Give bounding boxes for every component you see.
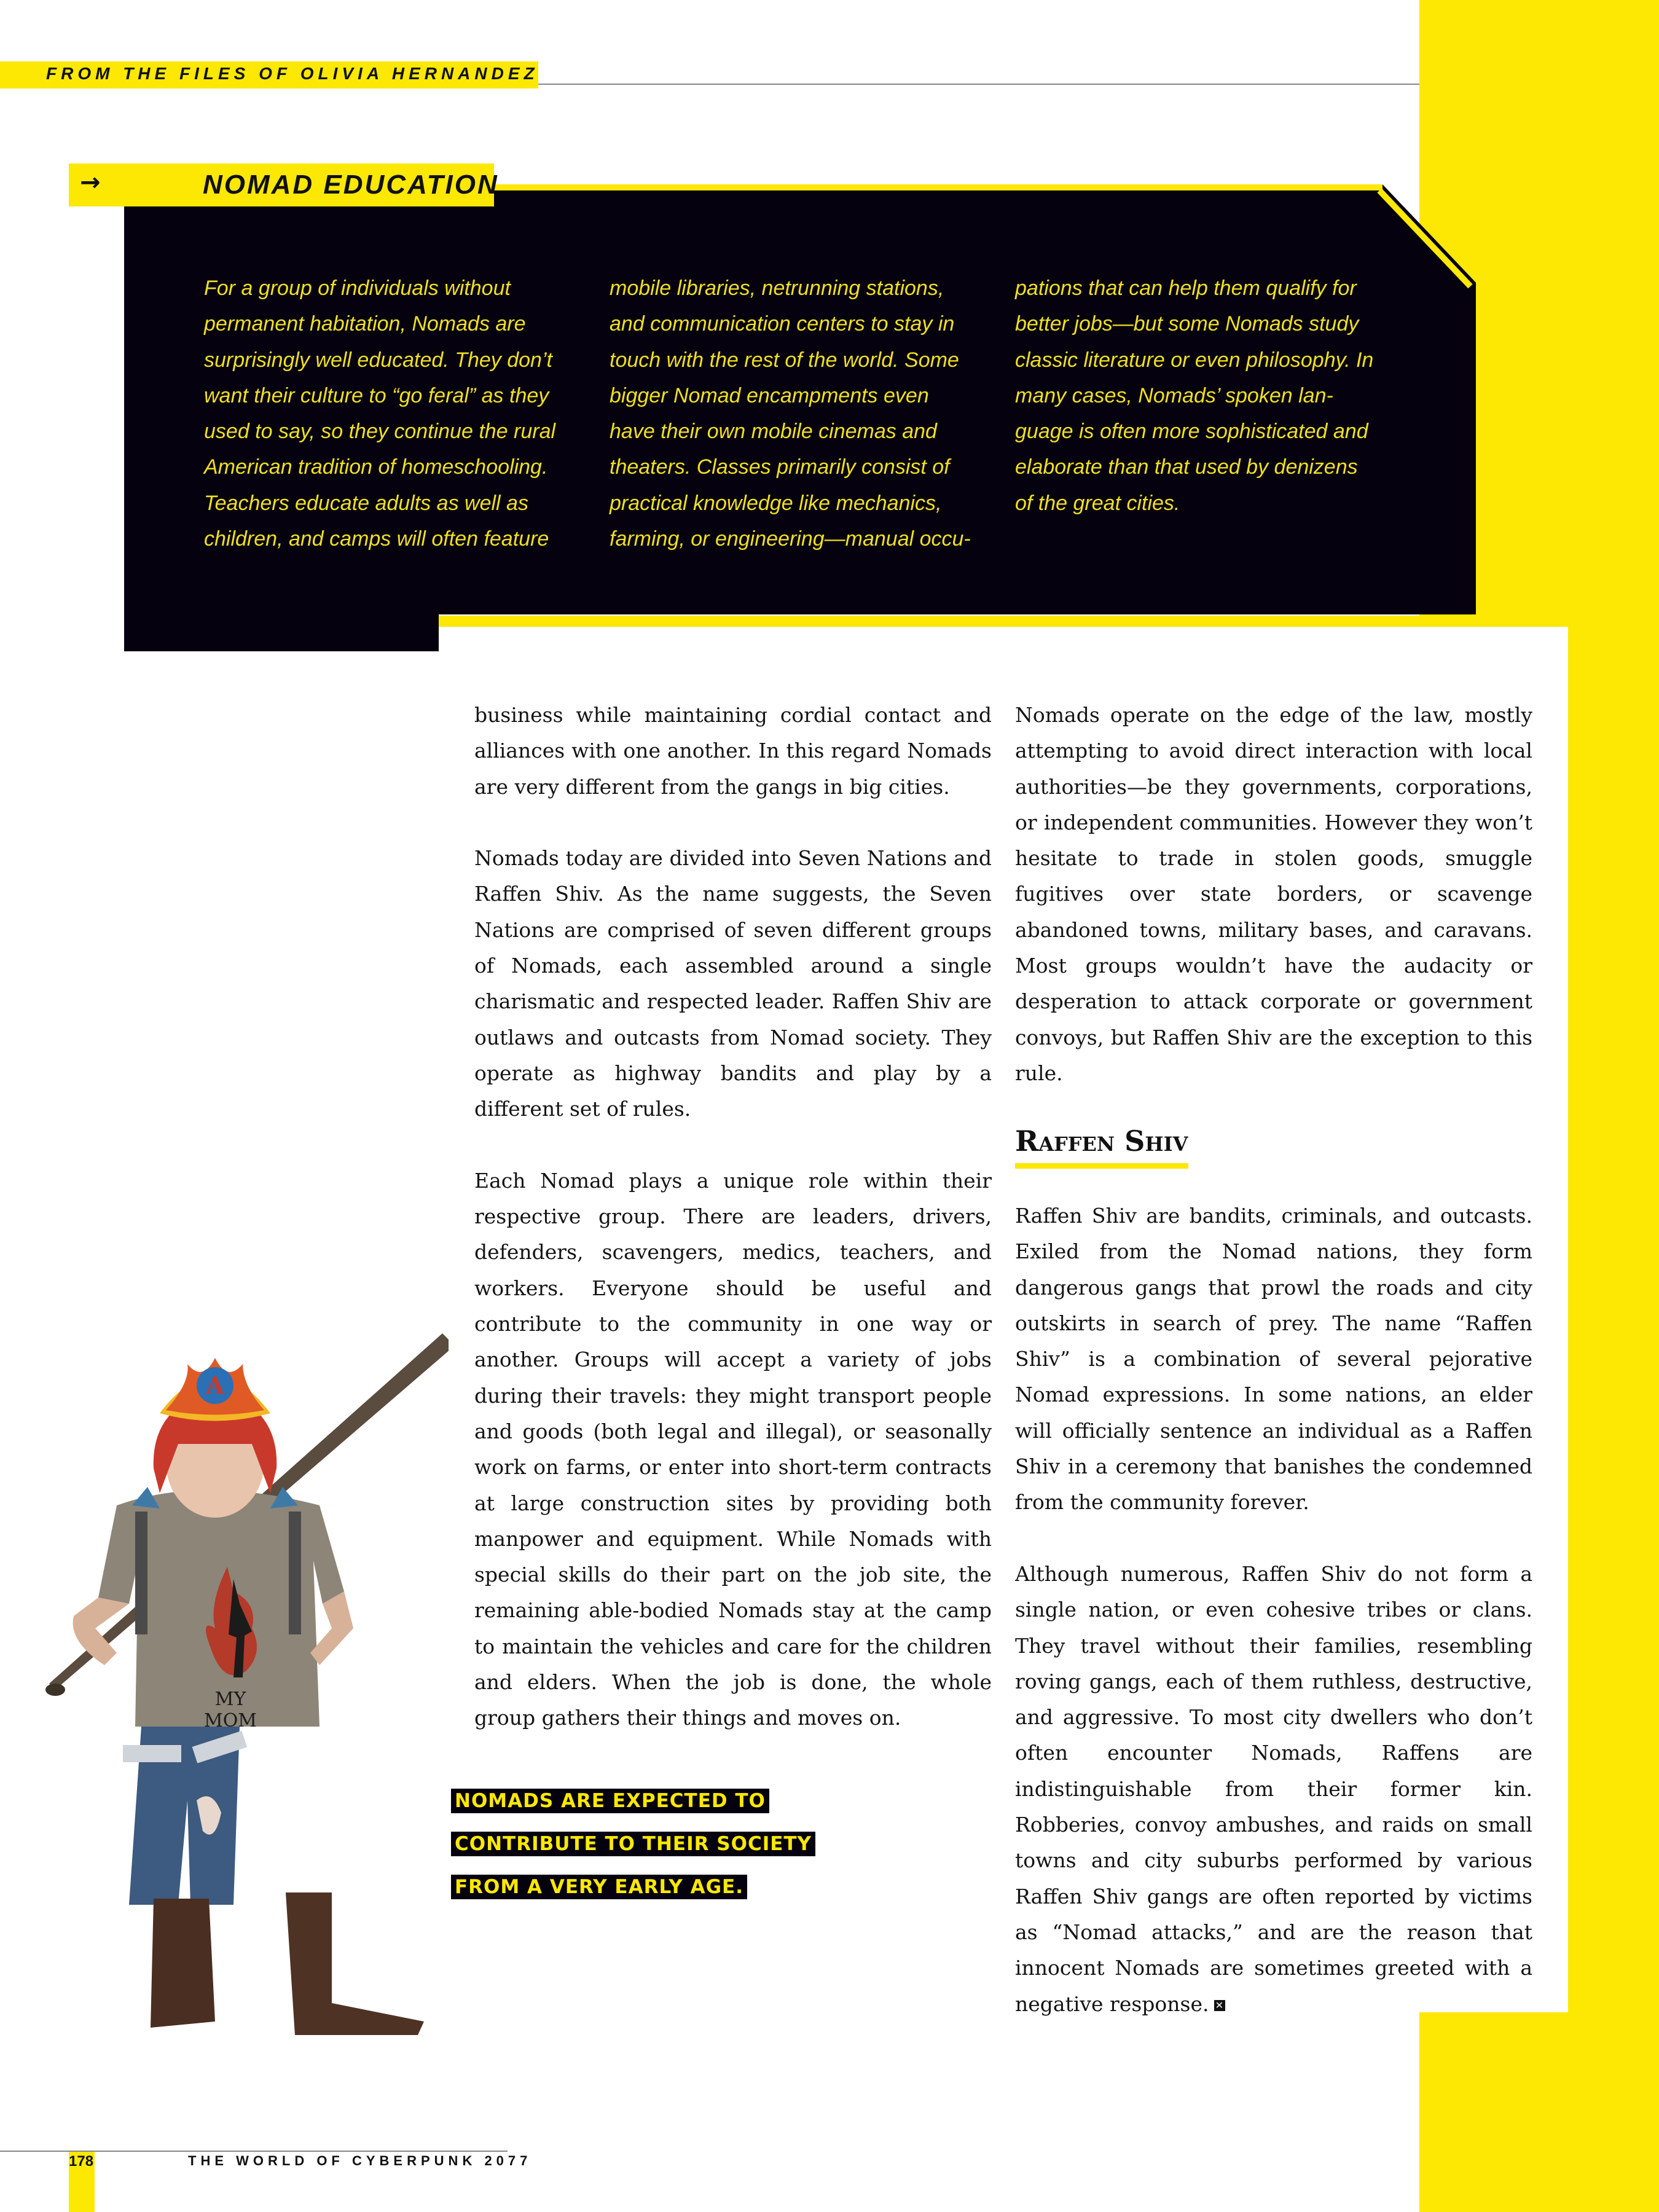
body-paragraph: Each Nomad plays a unique role within their respective group. There are leaders, drivers, defenders, scavengers, medics, teachers, and workers. Everyone should be useful and contribute to the community in one way or another. Groups will accept a variety of jobs during their travels: they might transport people and goods (both legal and illegal), or seasonally work on farms, or enter into short-term contracts at large construction sites by providing both manpower and equipment. While Nomads with special skills do their part on the job site, the remaining able-bodied Nomads stay at the camp to maintain the vehicles and care for the children and elders. When the job is done, the whole group gathers their things and moves on.	[474, 1168, 992, 1730]
arm-right	[310, 1591, 353, 1665]
nomad-kid-illustration	[31, 1260, 449, 2058]
body-paragraph: business while maintaining cordial contact and alliances with one another. In this regard Nomads are very different from the gangs in big cities.	[474, 703, 992, 799]
boot-left	[151, 1899, 215, 2028]
section-heading-underline	[1015, 1163, 1188, 1169]
sidebar-box-column-2: mobile libraries, netrunning stations, and communication centers to stay in touch with the rest of the world. Some bigger Nomad encampments even have their own mobile cinemas and theaters. Classes primarily consist of practical knowledge like mechanics, farming, or engineering—manual occu-	[610, 276, 971, 551]
backpack-strap-left	[135, 1512, 147, 1634]
body-paragraph	[1015, 1556, 1532, 2022]
body-paragraph-text: Although numerous, Raffen Shiv do not form a single nation, or even cohesive tribes or clans. They travel without their families, resembling roving gangs, each of them ruthless, destructive, and aggressive. To most city dwellers who don’t often encounter Nomads, Raffens are indistinguishable from their former kin. Robberies, convoy ambushes, and raids on small towns and city suburbs performed by various Raffen Shiv gangs are often reported by victims as “Nomad attacks,” and are the reason that innocent Nomads are sometimes greeted with a negative response.	[1015, 1561, 1532, 2016]
body-paragraph: Nomads operate on the edge of the law, mostly attempting to avoid direct interaction with local authorities—be they governments, corporations, or independent communities. However they won’t hesitate to trade in stolen goods, smuggle fugitives over state borders, or scavenge abandoned towns, military bases, and caravans. Most groups wouldn’t have the audacity or desperation to attack corporate or government convoys, but Raffen Shiv are the exception to this rule.	[1015, 703, 1532, 1085]
header-rule	[535, 84, 1419, 85]
page-number: 178	[69, 2153, 94, 2170]
arrow-right-icon: →	[80, 168, 101, 197]
sidebar-box-column-1: For a group of individuals without permanent habitation, Nomads are surprisingly well educated. They don’t want their culture to “go feral” as they used to say, so they continue the rural American tradition of homeschooling. Teachers educate adults as well as children, and camps will often feature	[204, 276, 556, 551]
callout-line-1	[451, 1790, 1004, 1812]
section-heading: Raffen Shiv	[1015, 1124, 1188, 1158]
callout-line-3	[451, 1876, 1004, 1898]
sidebar-box-column-3: pations that can help them qualify for better jobs—but some Nomads study classic literature or even philosophy. In many cases, Nomads’ spoken lan- guage is often more sophisticated and elaborate than that used by denizens of the great cities.	[1015, 276, 1374, 515]
helmet-letter: A	[206, 1371, 224, 1399]
body-paragraph: Raffen Shiv are bandits, criminals, and outcasts. Exiled from the Nomad nations, they form dangerous gangs that prowl the roads and city outskirts in search of prey. The name “Raffen Shiv” is a combination of several pejorative Nomad expressions. In some nations, an elder will officially sentence an individual as a Raffen Shiv in a ceremony that banishes the condemned from the community forever.	[1015, 1204, 1532, 1515]
body-column-left	[474, 697, 992, 1772]
shirt-text-mom: MOM	[203, 1710, 257, 1732]
sidebar-box-bottom-rule	[439, 616, 1568, 627]
callout-text: NOMADS ARE EXPECTED TO	[451, 1789, 769, 1813]
end-mark-icon: ✕	[1214, 2000, 1225, 2011]
shirt-text-my: MY	[214, 1688, 246, 1710]
body-column-right-top	[1015, 697, 1532, 1128]
callout-text: FROM A VERY EARLY AGE.	[451, 1875, 747, 1899]
sidebar-box-top-rule	[492, 184, 1382, 190]
footer-book-title: THE WORLD OF CYBERPUNK 2077	[188, 2153, 532, 2168]
callout-text: CONTRIBUTE TO THEIR SOCIETY	[451, 1832, 815, 1856]
sidebar-box-title: NOMAD EDUCATION	[203, 170, 499, 200]
body-column-right-bottom	[1015, 1198, 1532, 2058]
boot-right	[286, 1892, 424, 2035]
callout-line-2	[451, 1833, 1004, 1855]
backpack-strap-right	[289, 1512, 301, 1634]
body-paragraph: Nomads today are divided into Seven Nations and Raffen Shiv. As the name suggests, the Seven Nations are comprised of seven different groups of Nomads, each assembled around a single charismatic and respected leader. Raffen Shiv are outlaws and outcasts from Nomad society. They operate as highway bandits and play by a different set of rules.	[474, 846, 992, 1121]
bat-knob	[45, 1684, 65, 1696]
header-title: FROM THE FILES OF OLIVIA HERNANDEZ	[46, 64, 539, 83]
knee-band-left	[123, 1745, 181, 1762]
